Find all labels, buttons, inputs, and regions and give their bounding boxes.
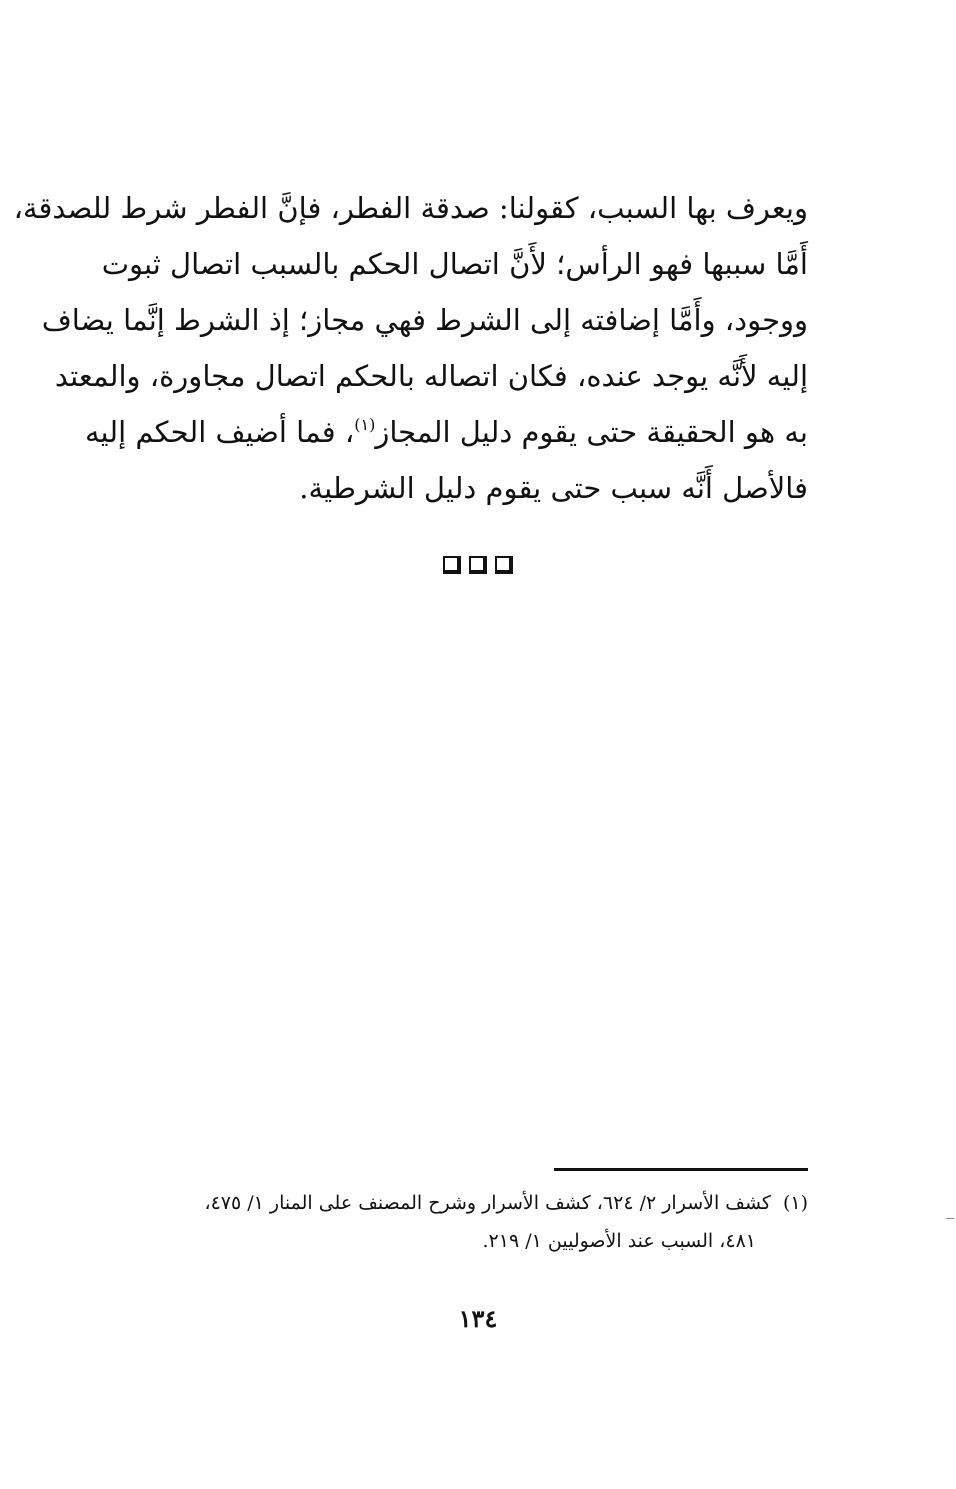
square-ornament-icon (443, 556, 461, 574)
footnote-line: ٤٨١، السبب عند الأصوليين ١/ ٢١٩. (482, 1230, 756, 1252)
footnote-number: (١) (782, 1192, 808, 1214)
section-separator (0, 556, 956, 574)
paragraph-line: فالأصل أَنَّه سبب حتى يقوم دليل الشرطية. (299, 471, 808, 505)
square-ornament-icon (469, 556, 487, 574)
page-number: ١٣٤ (458, 1304, 498, 1333)
main-paragraph (13, 180, 808, 516)
paragraph-text: به هو الحقيقة حتى يقوم دليل المجاز (375, 415, 808, 449)
footnote-reference[interactable]: (١) (354, 415, 376, 434)
paragraph-text: ، فما أضيف الحكم إليه (84, 415, 355, 449)
paragraph-line-with-footnote-ref (84, 404, 808, 460)
paragraph-line: إليه لأَنَّه يوجد عنده، فكان اتصاله بالحكم اتصال مجاورة، والمعتد (54, 359, 808, 393)
paragraph-line: ووجود، وأَمَّا إضافته إلى الشرط فهي مجاز؛ إذ الشرط إنَّما يضاف (41, 303, 808, 337)
footnote-line (108, 1184, 808, 1222)
paragraph-line: أَمَّا سببها فهو الرأس؛ لأَنَّ اتصال الحكم بالسبب اتصال ثبوت (101, 247, 808, 281)
footnote-divider (554, 1168, 808, 1171)
footnotes (108, 1184, 808, 1260)
square-ornament-icon (495, 556, 513, 574)
paragraph-line: ويعرف بها السبب، كقولنا: صدقة الفطر، فإنَّ الفطر شرط للصدقة، (13, 191, 808, 225)
footnote-text: كشف الأسرار ٢/ ٦٢٤، كشف الأسرار وشرح المصنف على المنار ١/ ٤٧٥، (204, 1192, 771, 1214)
margin-mark (946, 1218, 954, 1219)
